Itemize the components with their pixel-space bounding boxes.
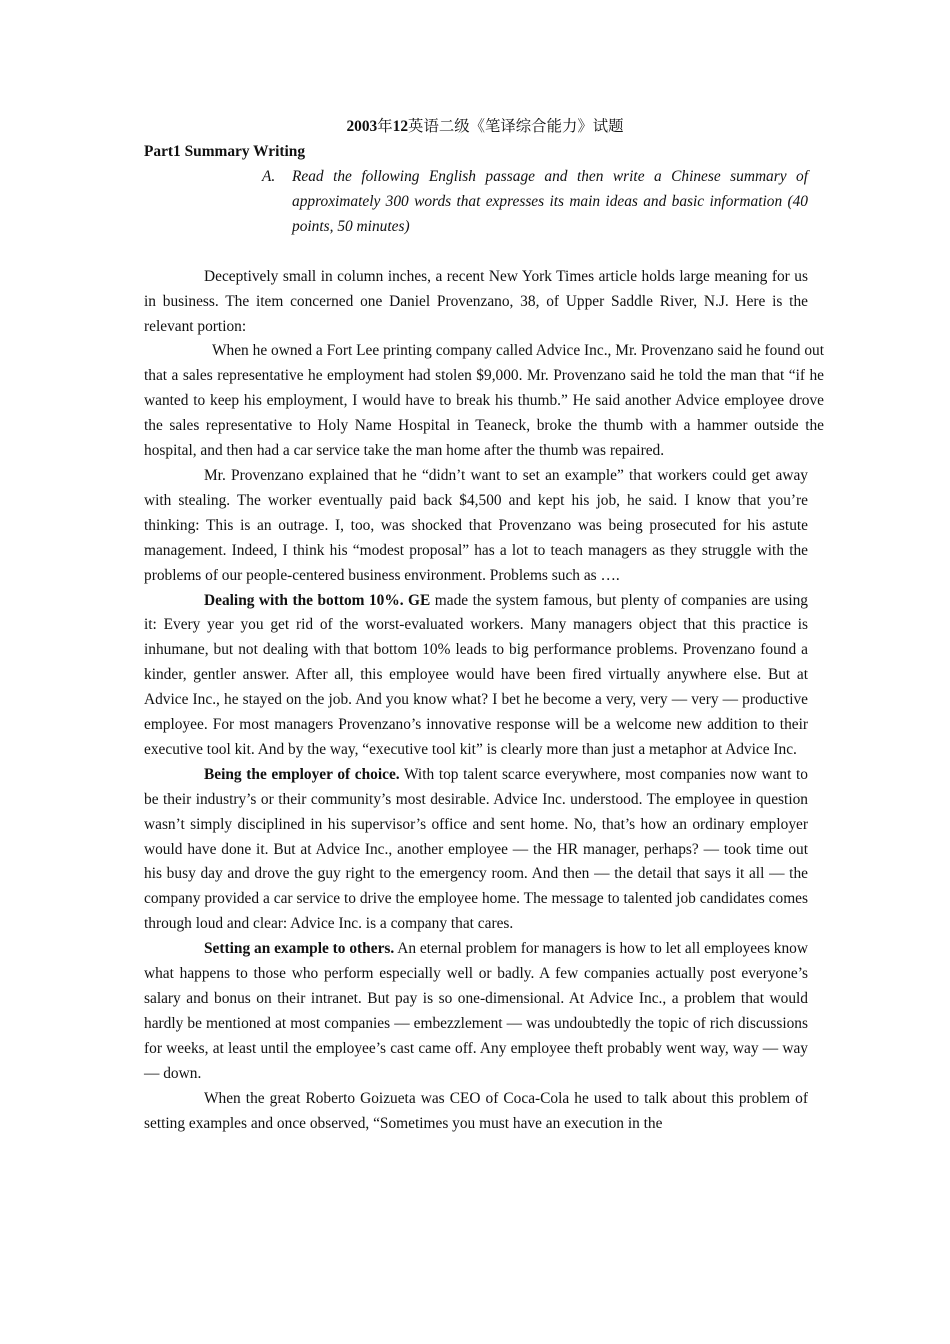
paragraph-text: When he owned a Fort Lee printing company called Advice Inc., Mr. Provenzano said he found out that a sales representative he employment had stolen $9,000. Mr. Provenzano said he told the man that “if he wanted to keep his employment, I would have to break his thumb.” He said another Advice employee drove the sales representative to Holy Name Hospital in Teaneck, broke the thumb with a hammer outside the hospital, and then had a car service take the man home after the thumb was repaired. <box>144 342 824 460</box>
paragraph-lead: Being the employer of choice. <box>204 765 400 783</box>
paragraph-text: Mr. Provenzano explained that he “didn’t want to set an example” that workers could get away with stealing. The worker eventually paid back $4,500 and kept his job, he said. I know that you’re thinking: This is an outrage. I, too, was shocked that Provenzano was being prosecuted for his astute management. Indeed, I think his “modest proposal” has a lot to teach managers as they struggle with the problems of our people-centered business environment. Problems such as …. <box>144 466 808 584</box>
paragraph-lead: Setting an example to others. <box>204 940 395 958</box>
document-page <box>144 115 824 1136</box>
paragraph-explanation <box>144 464 808 589</box>
title-number: 12 <box>392 118 409 135</box>
instruction-label: A. <box>262 168 276 185</box>
instruction-text: Read the following English passage and then write a Chinese summary of approximately 300 words that expresses its main ideas and basic information (40 points, 50 minutes) <box>292 168 808 235</box>
paragraph-lead: Dealing with the bottom 10%. GE <box>204 591 431 609</box>
title-cn-year-char: 年 <box>377 118 393 135</box>
part-heading: Part1 Summary Writing <box>144 143 306 160</box>
paragraph-quote <box>144 339 824 464</box>
paragraph-goizueta <box>144 1087 808 1137</box>
paragraph-intro <box>144 265 808 340</box>
instruction <box>262 165 808 240</box>
paragraph-text: With top talent scarce everywhere, most companies now want to be their industry’s or their community’s most desirable. Advice Inc. understood. The employee in question wasn’t simply disciplined in his supervisor’s office and sent home. No, that’s how an ordinary employer would have done it. But at Advice Inc., another employee — the HR manager, perhaps? — took time out his busy day and drove the guy right to the emergency room. And then — the detail that says it all — the company provided a car service to drive the employee home. The message to talented job candidates comes through loud and clear: Advice Inc. is a company that cares. <box>144 765 808 933</box>
paragraph-bottom-ten-percent <box>144 589 808 763</box>
title-cn-text: 英语二级《笔译综合能力》试题 <box>408 118 624 135</box>
blank-line <box>144 240 808 265</box>
paragraph-employer-of-choice <box>144 763 808 937</box>
document-title <box>144 115 808 140</box>
paragraph-text: Deceptively small in column inches, a recent New York Times article holds large meaning for us in business. The item concerned one Daniel Provenzano, 38, of Upper Saddle River, N.J. Here is the relevant portion: <box>144 267 808 335</box>
paragraph-text: An eternal problem for managers is how to let all employees know what happens to those who perform especially well or badly. A few companies actually post everyone’s salary and bonus on their intranet. But pay is so one-dimensional. At Advice Inc., a problem that would hardly be mentioned at most companies — embezzlement — was undoubtedly the topic of rich discussions for weeks, at least until the employee’s cast came off. Any employee theft probably went way, way — way — down. <box>144 940 808 1082</box>
paragraph-text: When the great Roberto Goizueta was CEO of Coca-Cola he used to talk about this problem of setting examples and once observed, “Sometimes you must have an execution in the <box>144 1089 808 1132</box>
title-year: 2003 <box>346 118 378 135</box>
paragraph-setting-example <box>144 937 808 1086</box>
paragraph-text: made the system famous, but plenty of companies are using it: Every year you get rid of the worst-evaluated workers. Many managers object that this practice is inhumane, but not dealing with that bottom 10% leads to big performance problems. Provenzano found a kinder, gentler answer. After all, this employee would have been fired virtually anywhere else. But at Advice Inc., he stayed on the job. And you know what? I bet he become a very, very — very — productive employee. For most managers Provenzano’s innovative response will be a welcome new addition to their executive tool kit. And by the way, “executive tool kit” is clearly more than just a metaphor at Advice Inc. <box>144 591 808 758</box>
